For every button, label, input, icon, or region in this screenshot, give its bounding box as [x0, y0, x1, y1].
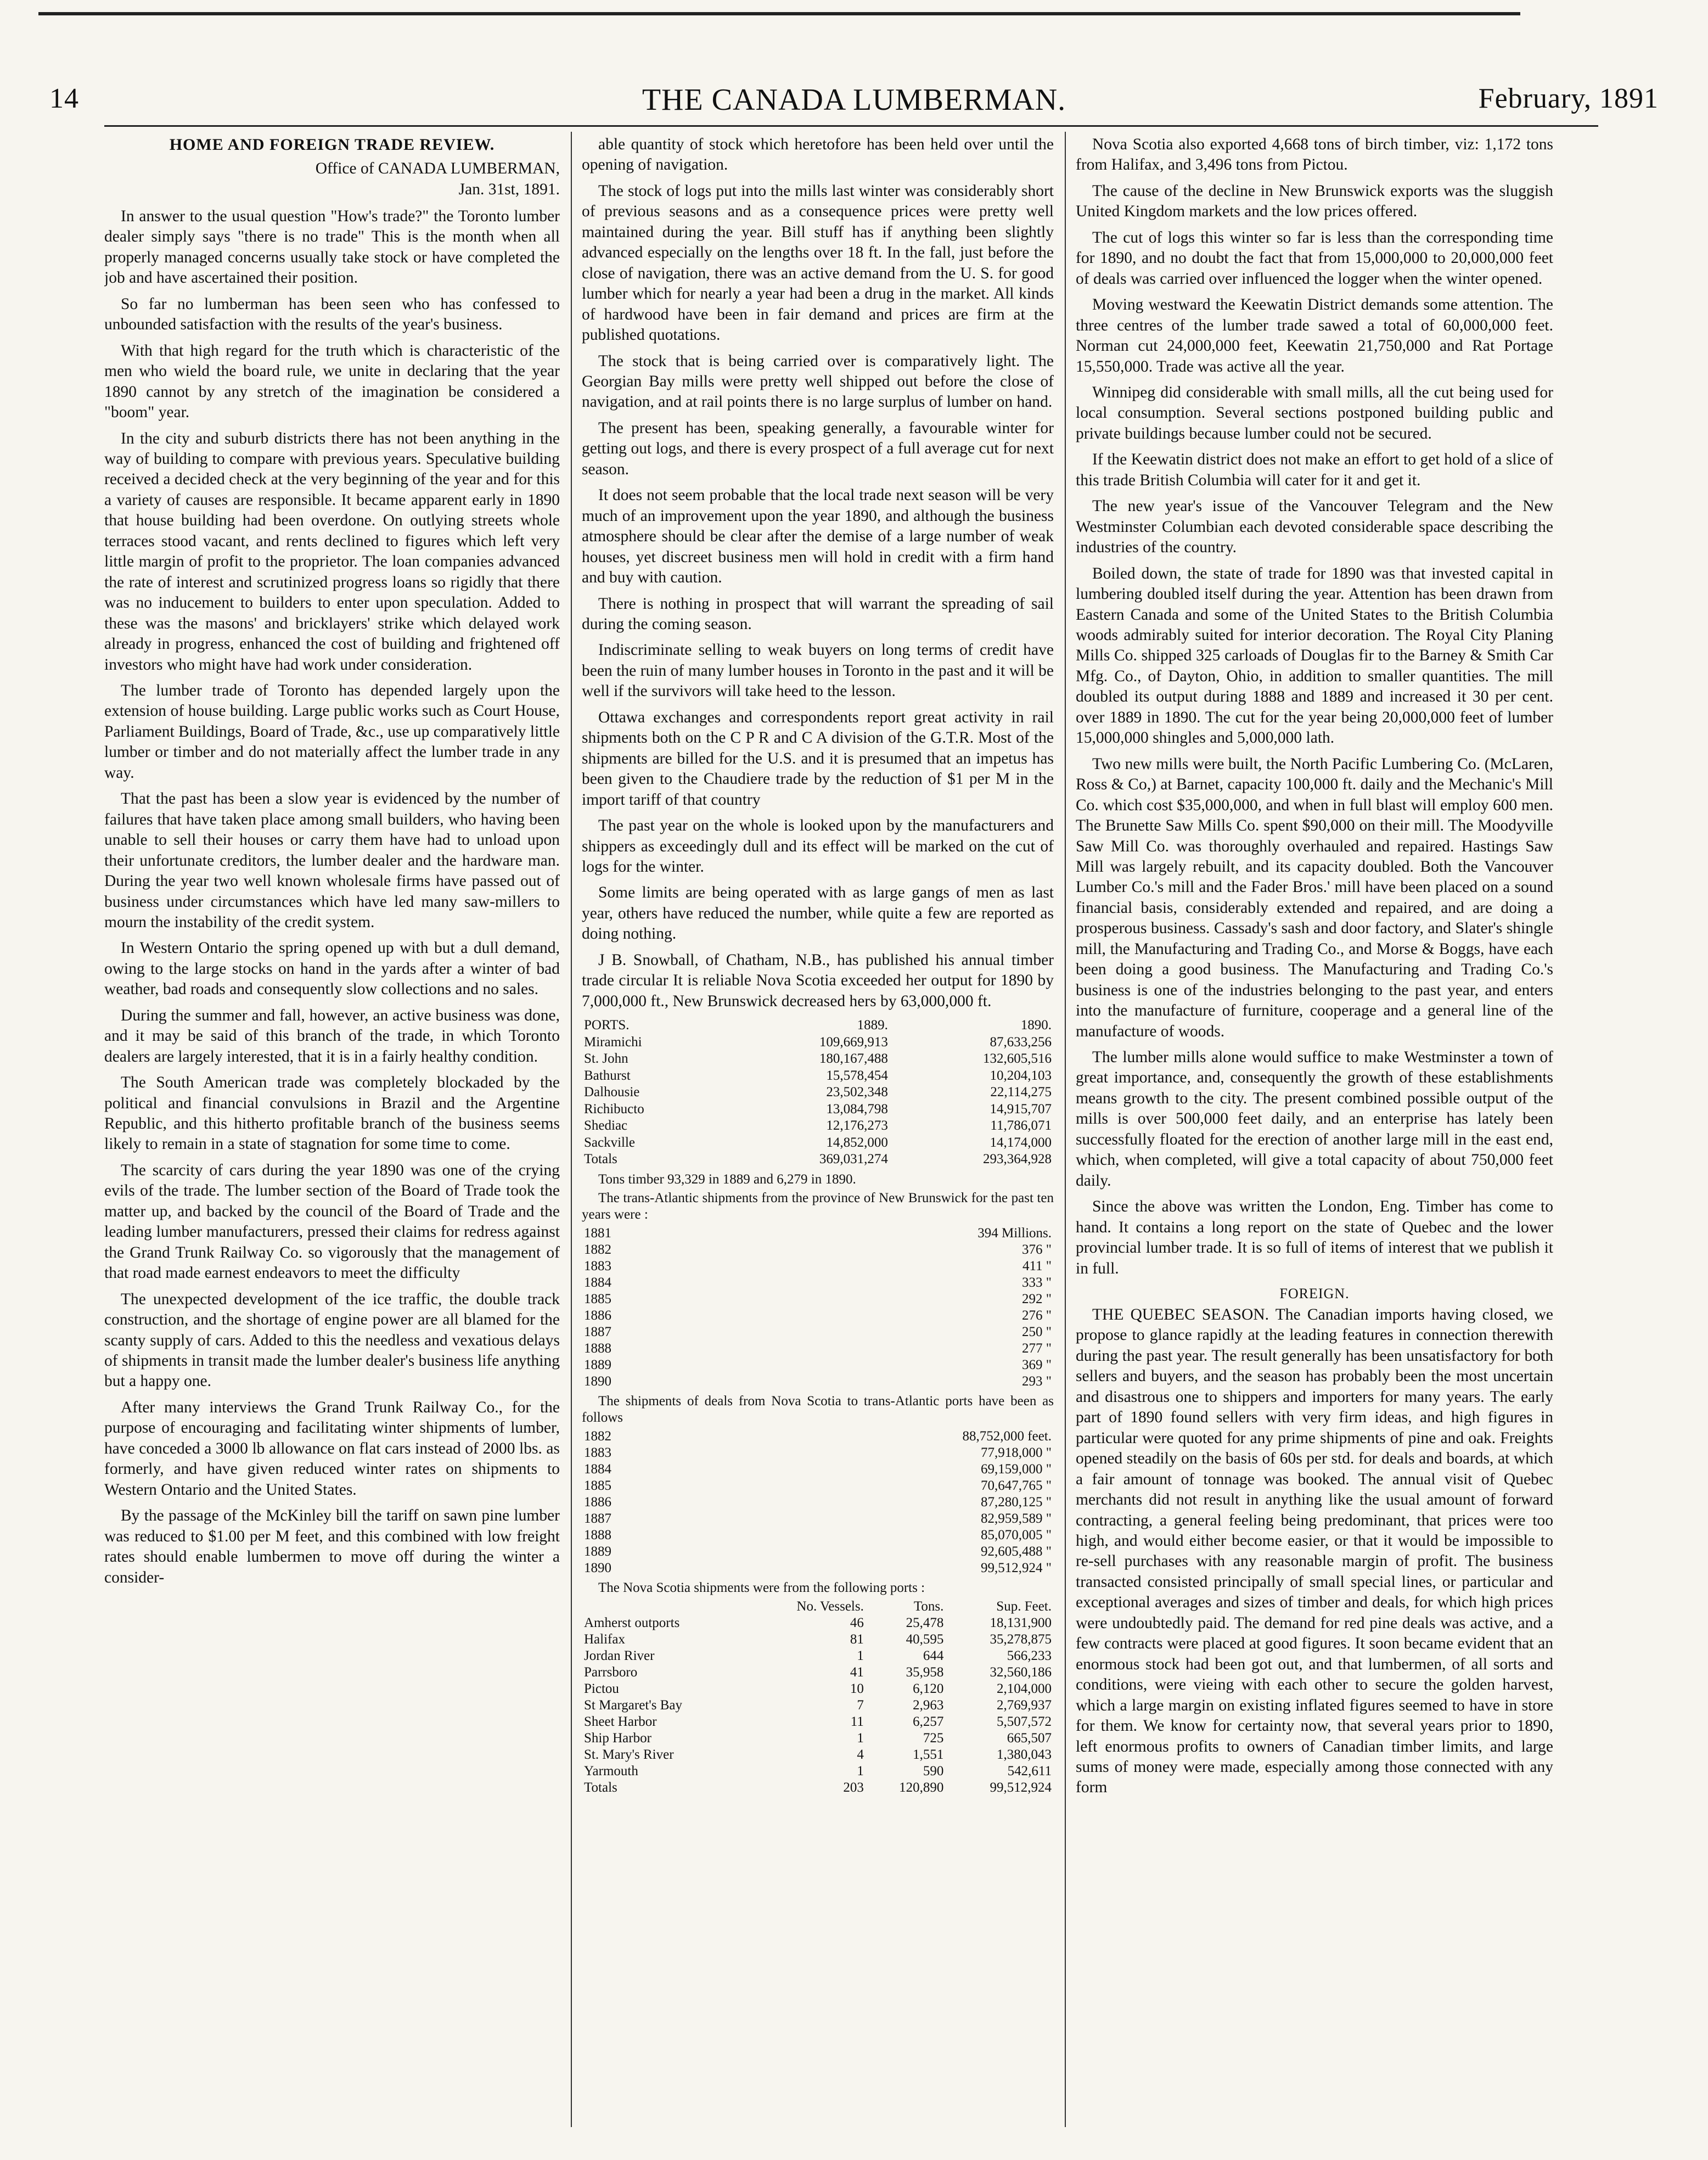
- table-cell: 203: [843, 1780, 864, 1795]
- table-cell: 5,507,572: [997, 1714, 1052, 1729]
- table-cell: PORTS.: [584, 1018, 630, 1033]
- table-cell: 87,280,125 ": [981, 1494, 1052, 1510]
- table-row: [582, 1118, 1054, 1135]
- column-rule-2: [1065, 132, 1066, 2127]
- table-cell: 1888: [584, 1527, 611, 1542]
- table-cell: 1887: [584, 1324, 611, 1339]
- table-row: [582, 1780, 1054, 1796]
- table-cell: Halifax: [584, 1631, 625, 1647]
- paragraph: There is nothing in prospect that will warrant the spreading of sail during the coming season.: [582, 594, 1054, 633]
- table-cell: 2,963: [913, 1697, 944, 1713]
- foreign-heading: FOREIGN.: [1279, 1286, 1350, 1302]
- paragraph: With that high regard for the truth which is characteristic of the men who wield the board rule, we unite in declaring that the year 1890 cannot by any stretch of the imagination be considered a "boom" year.: [104, 341, 560, 422]
- table-cell: 2,769,937: [997, 1697, 1052, 1713]
- paragraph: By the passage of the McKinley bill the tariff on sawn pine lumber was reduced to $1.00 per M feet, and this combined with low freight rates should enable lumbermen to move off during the winter a consider-: [104, 1507, 560, 1586]
- table-cell: 92,605,488 ": [981, 1544, 1052, 1559]
- table-cell: 1890.: [1020, 1018, 1052, 1033]
- paragraph: The cut of logs this winter so far is less than the corresponding time for 1890, and no doubt the fact that from 15,000,000 to 20,000,000 feet of deals was carried over influenced the logger when the winter opened.: [1076, 228, 1553, 288]
- paragraph: In the city and suburb districts there has not been anything in the way of building to compare with previous years. Speculative building received a decided check at the very beginning of the year and for this a variety of causes are responsible. It became apparent early in 1890 that house building had been overdone. On outlying streets whole terraces stood vacant, and rents declined to figures which left very little margin of profit to the proprietor. The loan companies advanced the rate of interest and scrutinized progress loans so rigidly that there was no inducement to builders to enter upon speculation. Added to these was the masons' and bricklayers' strike which delayed work already in progress, enhanced the cost of building and frightened off investors who might have had work under consideration.: [104, 429, 560, 674]
- paragraph: Indiscriminate selling to weak buyers on long terms of credit have been the ruin of many lumber houses in Toronto in the past and it will be well if the survivors will take heed to the lesson.: [582, 641, 1054, 700]
- table-row: [582, 1560, 1054, 1576]
- table-row: [582, 1615, 1054, 1631]
- ns-ports-intro: The Nova Scotia shipments were from the following ports :: [598, 1580, 925, 1595]
- paragraph: The South American trade was completely blockaded by the political and financial convulsions in Brazil and the Argentine Republic, and this hitherto profitable branch of the business seems likely to remain in a state of stagnation for some time to come.: [104, 1074, 560, 1153]
- page-number: 14: [49, 83, 79, 114]
- paragraph: That the past has been a slow year is evidenced by the number of failures that have taken place among small builders, who having been unable to sell their houses or carry them have had to unload upon their unfortunate creditors, the lumber dealer and the hardware man. During the year two well known wholesale firms have passed out of business under circumstances which have led many saw-millers to mourn the instability of the credit system.: [104, 790, 560, 931]
- table-cell: 23,502,348: [826, 1085, 888, 1100]
- column-3-paragraphs: [1076, 134, 1553, 1279]
- table-cell: Jordan River: [584, 1648, 655, 1663]
- table-cell: 109,669,913: [819, 1034, 888, 1050]
- tons-note: Tons timber 93,329 in 1889 and 6,279 in 1890.: [598, 1171, 856, 1187]
- table-cell: Sackville: [584, 1135, 636, 1150]
- table-cell: 2,104,000: [997, 1681, 1052, 1696]
- table-cell: 132,605,516: [983, 1051, 1052, 1067]
- column-2-paragraphs: [582, 134, 1054, 1012]
- table-cell: 1890: [584, 1373, 611, 1389]
- table-row: [582, 1034, 1054, 1051]
- table-row: [582, 1428, 1054, 1445]
- table-cell: 1885: [584, 1478, 611, 1493]
- table-row: [582, 1068, 1054, 1085]
- table-row: [582, 1494, 1054, 1511]
- table-row: [582, 1445, 1054, 1461]
- table-cell: 725: [923, 1730, 944, 1746]
- table-cell: 293 ": [1022, 1373, 1052, 1389]
- table-cell: 1: [857, 1648, 864, 1663]
- table-cell: [582, 1598, 749, 1615]
- table-cell: 120,890: [899, 1780, 944, 1795]
- table-cell: 40,595: [906, 1631, 944, 1647]
- table-cell: 10: [850, 1681, 864, 1696]
- table-header-row: [582, 1598, 1054, 1615]
- table-cell: Ship Harbor: [584, 1730, 651, 1746]
- table-cell: 394 Millions.: [977, 1225, 1052, 1241]
- table-cell: 99,512,924 ": [981, 1560, 1052, 1575]
- table-cell: 1884: [584, 1461, 611, 1477]
- table-cell: 11: [850, 1714, 864, 1729]
- table-cell: 1886: [584, 1308, 611, 1323]
- table-row: [582, 1308, 1054, 1324]
- table-cell: 250 ": [1022, 1324, 1052, 1339]
- table-cell: 1886: [584, 1494, 611, 1510]
- table-cell: 180,167,488: [819, 1051, 888, 1067]
- table-cell: 644: [923, 1648, 944, 1663]
- paragraph: The lumber trade of Toronto has depended largely upon the extension of house building. Large public works such as Court House, Parliament Buildings, Board of Trade, &c., use up comparatively little lumber or timber and do not materially affect the lumber trade in any way.: [104, 681, 560, 782]
- table-cell: 81: [850, 1631, 864, 1647]
- table-cell: 1882: [584, 1428, 611, 1444]
- table-cell: 6,120: [913, 1681, 944, 1696]
- table-row: [582, 1051, 1054, 1068]
- table-row: [582, 1135, 1054, 1152]
- issue-date: February, 1891: [1478, 83, 1659, 114]
- table-cell: 18,131,900: [990, 1615, 1052, 1630]
- paragraph: In Western Ontario the spring opened up with but a dull demand, owing to the large stocks on hand in the yards after a winter of bad weather, bad roads and consequently slow collections and no sales.: [104, 939, 560, 998]
- top-border-rule: [38, 12, 1520, 15]
- transatlantic-intro: The trans-Atlantic shipments from the province of New Brunswick for the past ten years were :: [582, 1190, 1054, 1222]
- table-cell: 32,560,186: [990, 1664, 1052, 1680]
- table-cell: 99,512,924: [990, 1780, 1052, 1795]
- table-cell: Richibucto: [584, 1101, 644, 1117]
- paragraph: The scarcity of cars during the year 1890 was one of the crying evils of the trade. The lumber section of the Board of Trade took the matter up, and backed by the council of the Board of Trade and the leading lumber manufacturers, pressed their claims for redress against the Grand Trunk Railway Co. so vigorously that the management of that road made earnest endeavors to meet the difficulty: [104, 1161, 560, 1282]
- table-cell: 369,031,274: [819, 1152, 888, 1167]
- table-row: [582, 1275, 1054, 1291]
- paragraph: J B. Snowball, of Chatham, N.B., has published his annual timber trade circular It is reliable Nova Scotia exceeded her output for 1890 by 7,000,000 ft., New Brunswick decreased hers by 63,000,000 ft.: [582, 951, 1054, 1010]
- table-row: [582, 1511, 1054, 1527]
- page-header: [49, 82, 1659, 132]
- table-row: [582, 1151, 1054, 1168]
- column-2: [582, 134, 1054, 2149]
- table-row: [582, 1258, 1054, 1275]
- table-cell: 276 ": [1022, 1308, 1052, 1323]
- table-cell: 1883: [584, 1258, 611, 1273]
- table-cell: Dalhousie: [584, 1085, 640, 1100]
- table-cell: 6,257: [913, 1714, 944, 1729]
- table-cell: 15,578,454: [826, 1068, 888, 1083]
- masthead-title: THE CANADA LUMBERMAN.: [642, 83, 1066, 117]
- table-cell: 14,174,000: [990, 1135, 1052, 1150]
- table-cell: 25,478: [906, 1615, 944, 1630]
- table-row: [582, 1340, 1054, 1357]
- office-line: Office of CANADA LUMBERMAN,: [315, 160, 560, 178]
- table-cell: 22,114,275: [990, 1085, 1052, 1100]
- table-cell: 1888: [584, 1340, 611, 1356]
- table-cell: 333 ": [1022, 1275, 1052, 1290]
- paragraph: Moving westward the Keewatin District demands some attention. The three centres of the lumber trade sawed a total of 60,000,000 feet. Norman cut 24,000,000 feet, Keewatin 21,750,000 and Rat Portage 15,550,000. Trade was active all the year.: [1076, 296, 1553, 375]
- table-cell: 1889: [584, 1357, 611, 1372]
- column-rule-1: [571, 132, 572, 2127]
- table-row: [582, 1697, 1054, 1714]
- table-cell: 69,159,000 ": [981, 1461, 1052, 1477]
- table-cell: 1889: [584, 1544, 611, 1559]
- table-cell: Pictou: [584, 1681, 619, 1696]
- paragraph: Nova Scotia also exported 4,668 tons of birch timber, viz: 1,172 tons from Halifax, and 3,496 tons from Pictou.: [1076, 136, 1553, 174]
- table-cell: 14,915,707: [990, 1101, 1052, 1117]
- table-row: [582, 1225, 1054, 1242]
- column-1: [104, 134, 560, 2149]
- table-cell: 7: [857, 1697, 864, 1713]
- table-cell: 88,752,000 feet.: [962, 1428, 1052, 1444]
- table-row: [582, 1681, 1054, 1697]
- table-row: [582, 1324, 1054, 1340]
- quebec-paragraph: [1076, 1305, 1553, 1798]
- paragraph: The cause of the decline in New Brunswick exports was the sluggish United Kingdom markets and the low prices offered.: [1076, 182, 1553, 221]
- table-cell: 11,786,071: [990, 1118, 1052, 1134]
- table-row: [582, 1357, 1054, 1373]
- paragraph: So far no lumberman has been seen who has confessed to unbounded satisfaction with the results of the year's business.: [104, 295, 560, 334]
- paragraph: Winnipeg did considerable with small mills, all the cut being used for local consumption. Several sections postponed building public and private buildings because lumber could not be secured.: [1076, 383, 1553, 442]
- table-row: [582, 1631, 1054, 1648]
- table-cell: 70,647,765 ": [981, 1478, 1052, 1493]
- table-cell: 46: [850, 1615, 864, 1630]
- paragraph: In answer to the usual question "How's trade?" the Toronto lumber dealer simply says "there is no trade" This is the month when all properly managed concerns usually take stock or have completed the job and have ascertained their position.: [104, 207, 560, 287]
- table-cell: Yarmouth: [584, 1763, 638, 1779]
- quebec-lead: THE QUEBEC SEASON.: [1092, 1306, 1269, 1324]
- table-row: [582, 1242, 1054, 1258]
- table-cell: 590: [923, 1763, 944, 1779]
- paragraph: During the summer and fall, however, an active business was done, and it may be said of this branch of the trade, in which Toronto dealers are largely interested, that it is in a fairly healthy condition.: [104, 1006, 560, 1065]
- table-row: [582, 1461, 1054, 1478]
- table-cell: Sheet Harbor: [584, 1714, 657, 1729]
- paragraph: The stock of logs put into the mills last winter was considerably short of previous seasons and as a consequence prices were pretty well maintained during the year. Bill stuff has if anything been slightly advanced especially on the lengths over 18 ft. In the fall, just before the close of navigation, there was an active demand from the U. S. for good lumber which for nearly a year had been a drug in the market. All kinds of hardwood have been in fair demand and prices are firm at the published quotations.: [582, 182, 1054, 344]
- table-cell: St Margaret's Bay: [584, 1697, 683, 1713]
- table-cell: 277 ": [1022, 1340, 1052, 1356]
- table-cell: 35,278,875: [990, 1631, 1052, 1647]
- dateline: [104, 159, 560, 200]
- table-row: [582, 1101, 1054, 1118]
- ns-ports-table: [582, 1598, 1054, 1796]
- paragraph: The lumber mills alone would suffice to make Westminster a town of great importance, and, consequently the growth of these establishments means growth to the city. The present combined possible output of the mills is over 500,000 feet daily, and an enterprise has lately been successfully floated for the erection of another large mill in the east end, which, when completed, will give a total capacity of about 750,000 feet daily.: [1076, 1048, 1553, 1190]
- paragraph: The unexpected development of the ice traffic, the double track construction, and the shortage of engine power are all blamed for the scanty supply of cars. Added to this the needless and vexatious delays of shipments in transit made the lumber dealer's business life anything but a happy one.: [104, 1290, 560, 1390]
- table-cell: 1,551: [913, 1747, 944, 1762]
- column-1-paragraphs: [104, 206, 560, 1588]
- table-cell: 85,070,005 ": [981, 1527, 1052, 1542]
- ns-shipments-table: [582, 1428, 1054, 1576]
- table-row: [582, 1763, 1054, 1780]
- table-cell: 1889.: [857, 1018, 888, 1033]
- table-cell: 1881: [584, 1225, 611, 1241]
- table-cell: 292 ": [1022, 1291, 1052, 1306]
- table-cell: Tons.: [913, 1598, 944, 1614]
- table-cell: Parrsboro: [584, 1664, 638, 1680]
- date-line: Jan. 31st, 1891.: [458, 180, 560, 198]
- paragraph: The present has been, speaking generally, a favourable winter for getting out logs, and there is every prospect of a full average cut for next season.: [582, 419, 1054, 478]
- table-cell: 10,204,103: [990, 1068, 1052, 1083]
- paragraph: If the Keewatin district does not make an effort to get hold of a slice of this trade British Columbia will cater for it and get it.: [1076, 451, 1553, 489]
- table-cell: 1: [857, 1763, 864, 1779]
- table-row: [582, 1084, 1054, 1101]
- paragraph: After many interviews the Grand Trunk Railway Co., for the purpose of encouraging and facilitating winter shipments of lumber, have conceded a 3000 lb allowance on flat cars instead of 2000 lbs. as formerly, and have given reduced winter rates on shipments to Western Ontario and the United States.: [104, 1398, 560, 1499]
- ports-table: [582, 1017, 1054, 1168]
- table-cell: 14,852,000: [826, 1135, 888, 1150]
- table-cell: 1887: [584, 1511, 611, 1526]
- table-cell: 4: [857, 1747, 864, 1762]
- column-3: [1076, 134, 1553, 2149]
- table-cell: 35,958: [906, 1664, 944, 1680]
- table-cell: 369 ": [1022, 1357, 1052, 1372]
- paragraph: It does not seem probable that the local trade next season will be very much of an improvement upon the year 1890, and although the business atmosphere should be clear after the demise of a large number of weak houses, yet discreet business men will hold in credit with a firm hand and buy with caution.: [582, 486, 1054, 587]
- table-cell: 77,918,000 ": [981, 1445, 1052, 1460]
- nb-shipments-table: [582, 1225, 1054, 1390]
- paragraph: Two new mills were built, the North Pacific Lumbering Co. (McLaren, Ross & Co,) at Barnet, capacity 100,000 ft. daily and the Mechanic's Mill Co. which cost $35,000,000, and when in full blast will employ 600 men. The Brunette Saw Mills Co. spent $90,000 on their mill. The Moodyville Saw Mill Co. was thoroughly overhauled and repaired. Hastings Saw Mill was largely rebuilt, and its capacity doubled. Both the Vancouver Lumber Co.'s mill and the Fader Bros.' mill have been placed on a sound financial basis, considerably extended and repaired, and are doing a prosperous business. Cassady's sash and door factory, and Slater's shingle mill, the Manufacturing and Trading Co., and Morse & Boggs, have each been doing a good business. The Manufacturing and Trading Co.'s business is one of the industries belonging to the past year, and enters into the manufacture of furniture, cooperage and a general line of the manufacture of woods.: [1076, 755, 1553, 1040]
- table-cell: St. John: [584, 1051, 628, 1067]
- table-row: [582, 1478, 1054, 1494]
- table-cell: 82,959,589 ": [981, 1511, 1052, 1526]
- table-cell: 293,364,928: [983, 1152, 1052, 1167]
- paragraph: able quantity of stock which heretofore has been held over until the opening of navigation.: [582, 136, 1054, 174]
- header-rule: [104, 125, 1598, 127]
- paragraph: Some limits are being operated with as large gangs of men as last year, others have reduced the number, while quite a few are reported as doing nothing.: [582, 884, 1054, 943]
- table-cell: 1884: [584, 1275, 611, 1290]
- table-cell: 12,176,273: [826, 1118, 888, 1134]
- paragraph: Ottawa exchanges and correspondents report great activity in rail shipments both on the C P R and C A division of the G.T.R. Most of the shipments are billed for the U.S. and it is presumed that an impetus has been given to the Chaudiere trade by the reduction of $1 per M in the import tariff of that country: [582, 708, 1054, 809]
- paragraph: The past year on the whole is looked upon by the manufacturers and shippers as exceedingly dull and its effect will be marked on the cut of logs for the winter.: [582, 817, 1054, 876]
- table-row: [582, 1714, 1054, 1730]
- table-cell: 87,633,256: [990, 1034, 1052, 1050]
- table-row: [582, 1373, 1054, 1390]
- table-cell: Totals: [584, 1780, 617, 1795]
- table-cell: 1882: [584, 1242, 611, 1257]
- table-cell: 1,380,043: [997, 1747, 1052, 1762]
- table-header-row: [582, 1017, 1054, 1034]
- table-row: [582, 1527, 1054, 1544]
- table-cell: 1: [857, 1730, 864, 1746]
- table-cell: Bathurst: [584, 1068, 631, 1083]
- table-cell: Shediac: [584, 1118, 628, 1134]
- table-cell: Sup. Feet.: [996, 1598, 1052, 1614]
- table-row: [582, 1648, 1054, 1664]
- table-cell: Amherst outports: [584, 1615, 680, 1630]
- table-cell: 13,084,798: [826, 1101, 888, 1117]
- table-row: [582, 1730, 1054, 1747]
- table-cell: 566,233: [1007, 1648, 1052, 1663]
- table-row: [582, 1544, 1054, 1560]
- paragraph: The new year's issue of the Vancouver Telegram and the New Westminster Columbian each devoted considerable space describing the industries of the country.: [1076, 497, 1553, 557]
- table-row: [582, 1664, 1054, 1681]
- table-cell: 376 ": [1022, 1242, 1052, 1257]
- table-cell: 41: [850, 1664, 864, 1680]
- table-cell: 542,611: [1007, 1763, 1052, 1779]
- article-heading: HOME AND FOREIGN TRADE REVIEW.: [169, 136, 495, 154]
- table-cell: 1890: [584, 1560, 611, 1575]
- table-row: [582, 1747, 1054, 1763]
- table-cell: St. Mary's River: [584, 1747, 674, 1762]
- paragraph: Boiled down, the state of trade for 1890 was that invested capital in lumbering doubled itself during the year. Attention has been drawn from Eastern Canada and some of the United States to the British Columbia woods admirably suited for interior decoration. The Royal City Planing Mills Co. shipped 325 carloads of Douglas fir to the Barney & Smith Car Mfg. Co., of Dayton, Ohio, in addition to smaller quantities. The mill doubled its output during 1888 and 1889 and increased it 30 per cent. over 1889 in 1890. The cut for the year being 20,000,000 feet of lumber 15,000,000 shingles and 5,000,000 lath.: [1076, 564, 1553, 747]
- table-cell: 665,507: [1007, 1730, 1052, 1746]
- quebec-text: The Canadian imports having closed, we propose to glance rapidly at the leading features in connection therewith during the past year. The result generally has been unsatisfactory for both sellers and buyers, and the season has probably been the most uncertain and disastrous one to shippers and importers for many years. The early part of 1890 found sellers with very firm ideas, and high figures in particular were quoted for any prime shipments of pine and oak. Freights opened steadily on the basis of 60s per std. for deals and boards, at which a fair amount of tonnage was booked. The annual visit of Quebec merchants did not result in anything like the usual amount of forward contracting, a general feeling being predominant, that prices were too high, and would either become easier, or that it would be impossible to re-sell purchases with any reasonable margin of profit. The business transacted consisted principally of small special lines, or particular and exceptional averages and sizes of timber and deals, for which high prices were undoubtedly paid. The demand for red pine deals was active, and a few contracts were placed at good figures. It soon became evident that an enormous stock had been got out, and that lumbermen, of all sorts and conditions, were vieing with each other to secure the golden harvest, which a large margin on existing inflated figures seemed to have in store for them. We know for certainty now, that several years prior to 1890, left enormous profits to owners of Canadian timber limits, and large sums of money were made, especially among those connected with any form: [1076, 1306, 1553, 1797]
- table-cell: 1885: [584, 1291, 611, 1306]
- table-row: [582, 1291, 1054, 1308]
- table-cell: 411 ": [1022, 1258, 1052, 1273]
- table-cell: 1883: [584, 1445, 611, 1460]
- paragraph: Since the above was written the London, Eng. Timber has come to hand. It contains a long report on the state of Quebec and the lower provincial lumber trade. It is so full of items of interest that we publish it in full.: [1076, 1198, 1553, 1277]
- table-cell: Miramichi: [584, 1034, 642, 1050]
- ns-intro: The shipments of deals from Nova Scotia to trans-Atlantic ports have been as follows: [582, 1393, 1054, 1425]
- paragraph: The stock that is being carried over is comparatively light. The Georgian Bay mills were pretty well shipped out before the close of navigation, and at rail points there is no large surplus of lumber on hand.: [582, 352, 1054, 411]
- table-cell: Totals: [584, 1152, 617, 1167]
- table-cell: No. Vessels.: [796, 1598, 864, 1614]
